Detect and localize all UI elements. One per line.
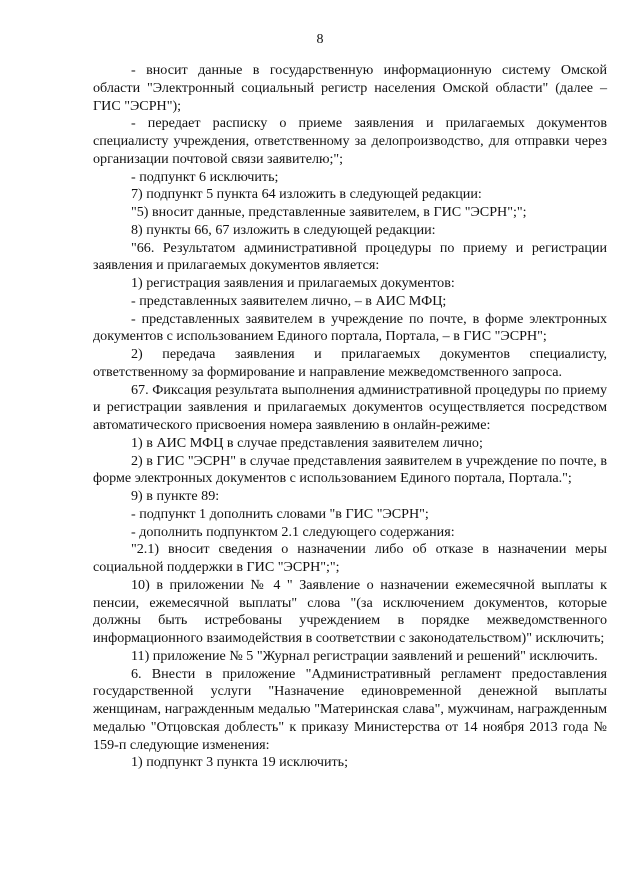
page-number: 8 xyxy=(316,32,324,47)
paragraph: 6. Внести в приложение "Административный регламент предоставления государственной услуги "Назначение единовременной денежной выплаты женщинам, награжденным медалью "Материнская слава", мужчинам, награжденным медалью "Отцовская доблесть" к приказу Министерства от 14 ноября 2013 года № 159-п следующие изменения: xyxy=(93,665,607,753)
paragraph: - подпункт 6 исключить; xyxy=(131,168,279,185)
paragraph: 2) в ГИС "ЭСРН" в случае представления заявителем в учреждение по почте, в форме электронных документов с использованием Единого портала, Портала."; xyxy=(93,452,607,487)
paragraph: 11) приложение № 5 "Журнал регистрации заявлений и решений" исключить. xyxy=(131,647,598,664)
paragraph: 2) передача заявления и прилагаемых документов специалисту, ответственному за формирование и направление межведомственного запроса. xyxy=(93,346,607,380)
paragraph: - представленных заявителем в учреждение по почте, в форме электронных документов с использованием Единого портала, Портала, – в ГИС "ЭСРН"; xyxy=(93,310,607,345)
paragraph: 1) регистрация заявления и прилагаемых документов: xyxy=(131,275,455,291)
paragraph: - вносит данные в государственную информационную систему Омской области "Электронный социальный регистр населения Омской области" (далее – ГИС "ЭСРН"); xyxy=(93,62,607,114)
paragraph: 9) в пункте 89: xyxy=(131,488,220,504)
paragraph: 67. Фиксация результата выполнения административной процедуры по приему и регистрации заявления и прилагаемых документов осуществляется посредством автоматического присвоения номера заявлению в онлайн-режиме: xyxy=(93,381,607,433)
paragraph: "66. Результатом административной процедуры по приему и регистрации заявления и прилагаемых документов является: xyxy=(93,239,607,274)
paragraph: 10) в приложении № 4 " Заявление о назначении ежемесячной выплаты к пенсии, ежемесячной выплаты" слова "(за исключением документов, которые должны быть истребованы учреждением в порядке межведомственного информационного взаимодействия в соответствии с законодательством)" исключить; xyxy=(93,576,607,646)
document-body xyxy=(93,62,607,772)
paragraph: - представленных заявителем лично, – в АИС МФЦ; xyxy=(131,292,447,309)
paragraph: - передает расписку о приеме заявления и прилагаемых документов специалисту учреждения, ответственному за делопроизводство, для отправки через организации почтовой связи заявителю;"; xyxy=(93,115,607,167)
paragraph: - дополнить подпунктом 2.1 следующего содержания: xyxy=(131,523,455,540)
paragraph: "2.1) вносит сведения о назначении либо об отказе в назначении меры социальной поддержки в ГИС "ЭСРН";"; xyxy=(93,541,607,575)
paragraph: 7) подпункт 5 пункта 64 изложить в следующей редакции: xyxy=(131,186,482,203)
paragraph: 1) подпункт 3 пункта 19 исключить; xyxy=(131,754,348,771)
paragraph: - подпункт 1 дополнить словами "в ГИС "ЭСРН"; xyxy=(131,505,429,522)
paragraph: 8) пункты 66, 67 изложить в следующей редакции: xyxy=(131,221,436,238)
paragraph: "5) вносит данные, представленные заявителем, в ГИС "ЭСРН";"; xyxy=(131,204,527,220)
paragraph: 1) в АИС МФЦ в случае представления заявителем лично; xyxy=(131,434,483,451)
